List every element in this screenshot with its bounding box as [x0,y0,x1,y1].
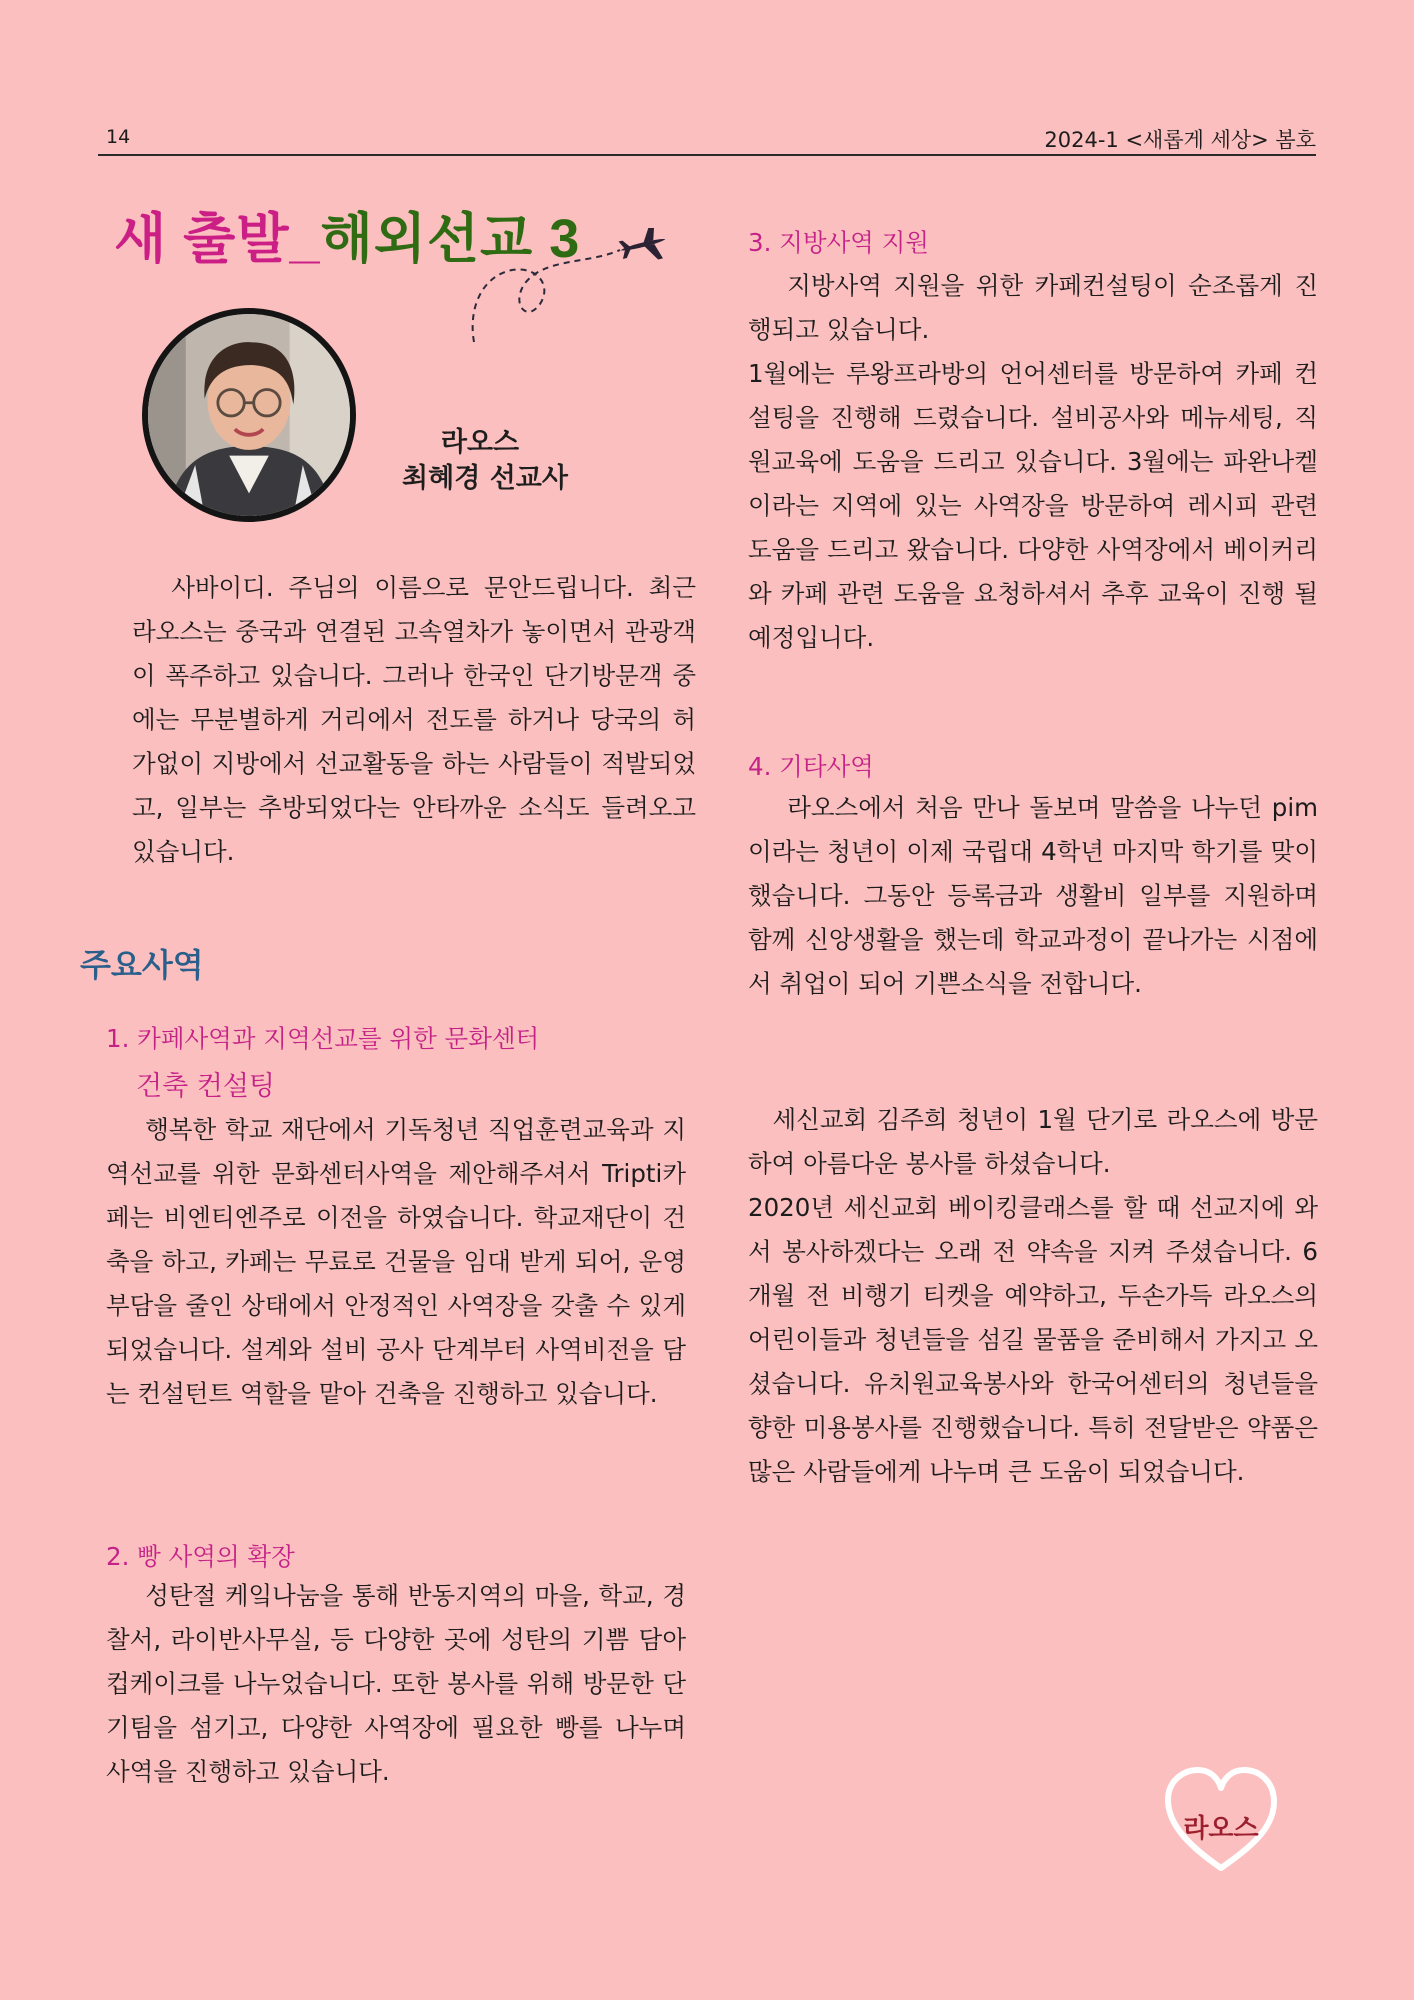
intro-paragraph: 사바이디. 주님의 이름으로 문안드립니다. 최근 라오스는 중국과 연결된 고속열차가 놓이면서 관광객이 폭주하고 있습니다. 그러나 한국인 단기방문객 중에는 무분별하게 거리에서 전도를 하거나 당국의 허가없이 지방에서 선교활동을 하는 사람들이 적발되었고, 일부는 추방되었다는 안타까운 소식도 들려오고 있습니다. [132,573,696,866]
section-3-body-1: 지방사역 지원을 위한 카페컨설팅이 순조롭게 진행되고 있습니다. [748,271,1318,344]
author-country: 라오스 [440,427,520,458]
title-part-2: 해외선교 3 [320,209,581,269]
footer-badge: 라오스 [1183,1814,1259,1844]
section-2-title: 2. 빵 사역의 확장 [106,1542,295,1571]
main-section-title: 주요사역 [80,946,204,984]
section-4-body-3: 2020년 세신교회 베이킹클래스를 할 때 선교지에 와서 봉사하겠다는 오래 전 약속을 지켜 주셨습니다. 6개월 전 비행기 티켓을 예약하고, 두손가득 라오스의 어린이들과 청년들을 섬길 물품을 준비해서 가지고 오셨습니다. 유치원교육봉사와 한국어센터의 청년들을 향한 미용봉사를 진행했습니다. 특히 전달받은 약품은 많은 사람들에게 나누며 큰 도움이 되었습니다. [748,1193,1318,1486]
section-4-title: 4. 기타사역 [748,752,874,781]
title-part-1: 새 출발_ [114,209,321,269]
page-number: 14 [106,126,131,148]
avatar-portrait [148,314,350,516]
section-1-title-line1: 1. 카페사역과 지역선교를 위한 문화센터 [106,1024,540,1053]
issue-label: 2024-1 <새롭게 세상> 봄호 [1044,128,1316,152]
section-1-title-line2: 건축 컨설팅 [136,1071,275,1102]
section-4-body-2: 세신교회 김주희 청년이 1월 단기로 라오스에 방문하여 아름다운 봉사를 하셨습니다. [748,1105,1318,1178]
header-divider [98,154,1316,156]
section-3-body-2: 1월에는 루왕프라방의 언어센터를 방문하여 카페 컨설팅을 진행해 드렸습니다. 설비공사와 메뉴세팅, 직원교육에 도움을 드리고 있습니다. 3월에는 파완나켙이라는 지역에 있는 사역장을 방문하여 레시피 관련 도움을 드리고 왔습니다. 다양한 사역장에서 베이커리와 카페 관련 도움을 요청하셔서 추후 교육이 진행 될 예정입니다. [748,359,1318,652]
author-photo [142,308,356,522]
section-3-title: 3. 지방사역 지원 [748,228,929,257]
section-2-body: 성탄절 케잌나눔을 통해 반동지역의 마을, 학교, 경찰서, 라이반사무실, 등 다양한 곳에 성탄의 기쁨 담아 컵케이크를 나누었습니다. 또한 봉사를 위해 방문한 단기팀을 섬기고, 다양한 사역장에 필요한 빵를 나누며 사역을 진행하고 있습니다. [106,1581,686,1786]
section-1-body: 행복한 학교 재단에서 기독청년 직업훈련교육과 지역선교를 위한 문화센터사역을 제안해주셔서 Tripti카페는 비엔티엔주로 이전을 하였습니다. 학교재단이 건축을 하고, 카페는 무료로 건물을 임대 받게 되어, 운영 부담을 줄인 상태에서 안정적인 사역장을 갖출 수 있게 되었습니다. 설계와 설비 공사 단계부터 사역비전을 담는 컨설턴트 역할을 맡아 건축을 진행하고 있습니다. [106,1115,686,1408]
section-4-body-1: 라오스에서 처음 만나 돌보며 말씀을 나누던 pim이라는 청년이 이제 국립대 4학년 마지막 학기를 맞이했습니다. 그동안 등록금과 생활비 일부를 지원하며 함께 신앙생활을 했는데 학교과정이 끝나가는 시점에서 취업이 되어 기쁜소식을 전합니다. [748,793,1318,998]
airplane-icon [468,228,678,348]
author-name: 최혜경 선교사 [402,463,568,494]
